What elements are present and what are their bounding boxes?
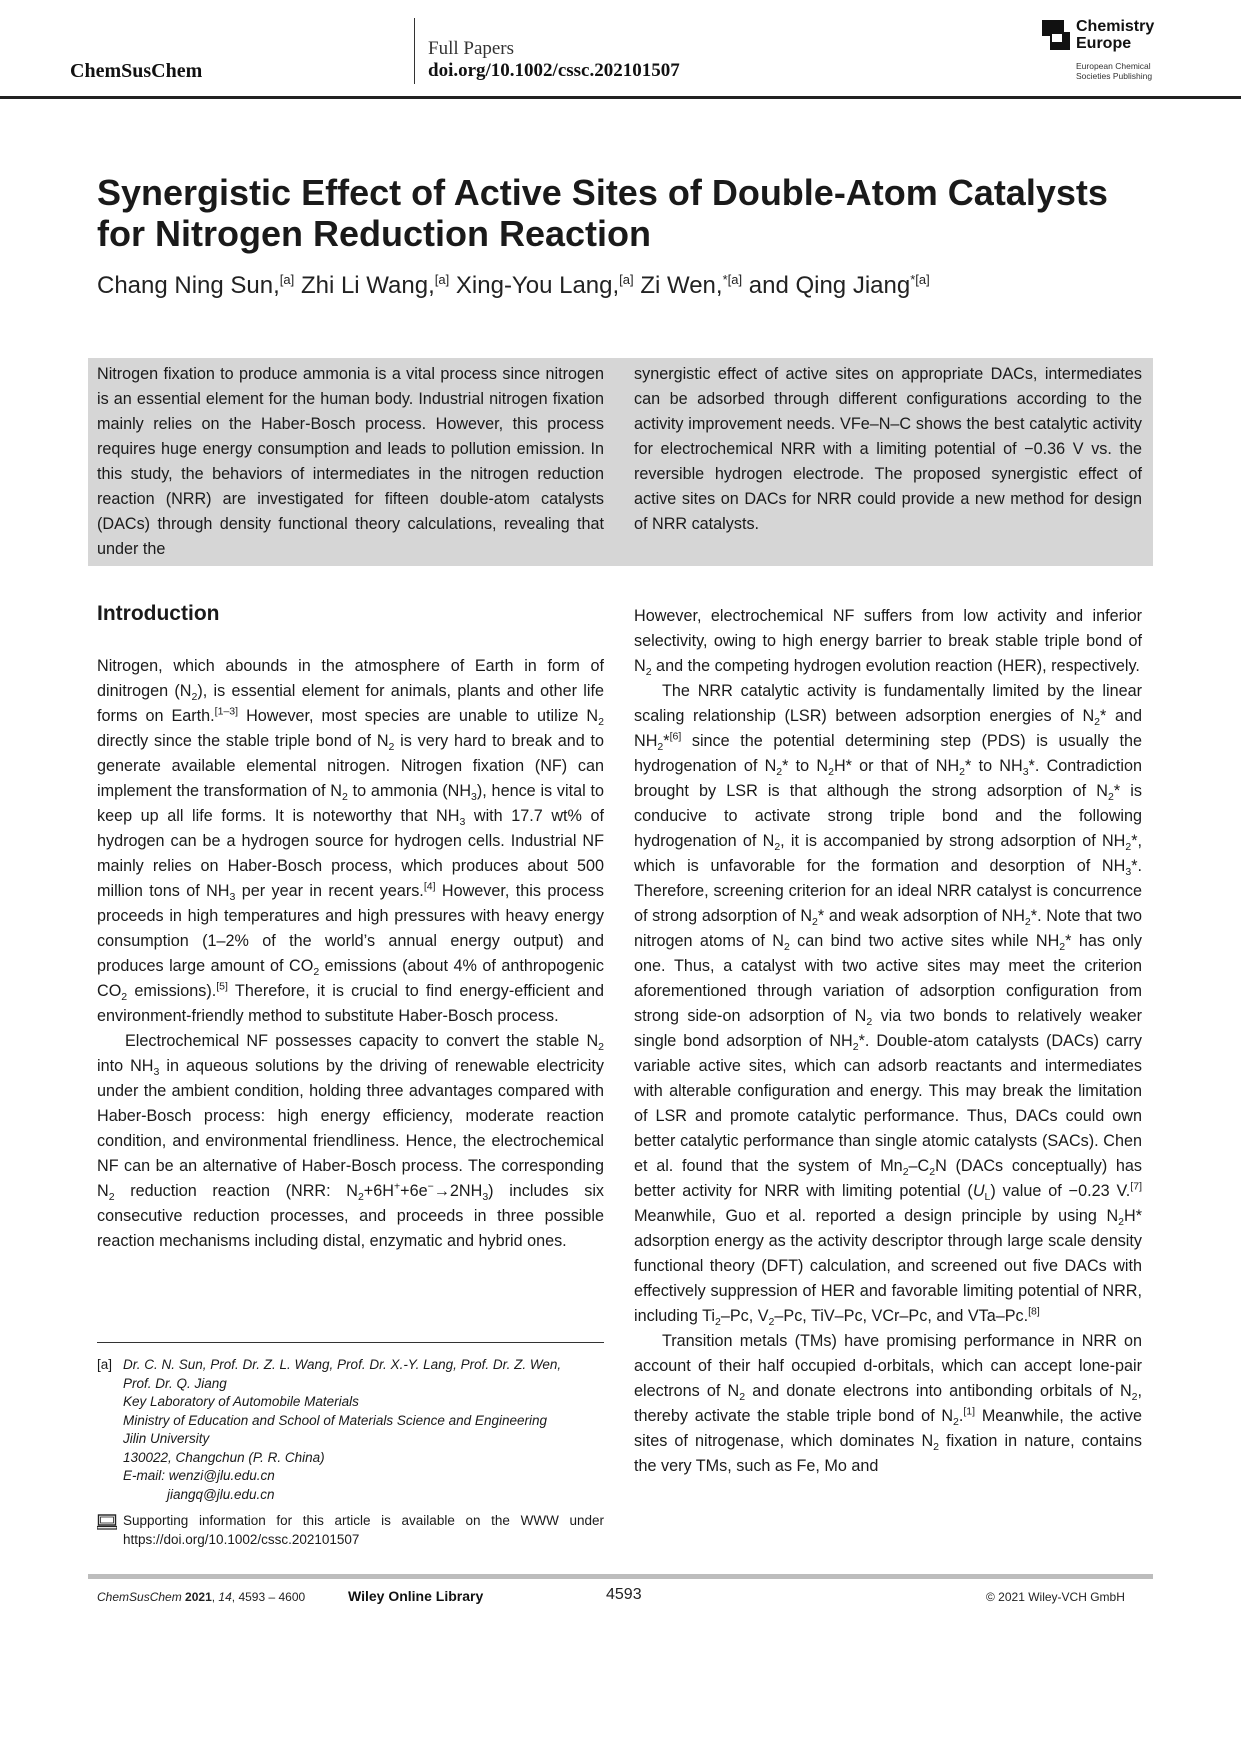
body-paragraph: However, electrochemical NF suffers from low activity and inferior selectivity, owing to high energy barrier to break stable triple bond of $N_2$ and the competing hydrogen evolution reaction (HER), respectively. bbox=[634, 607, 1142, 679]
body-left-column bbox=[97, 654, 604, 1254]
author-name[interactable]: and Qing Jiang bbox=[748, 272, 911, 299]
footer-year: 2021 bbox=[185, 1590, 212, 1604]
footer-journal: ChemSusChem bbox=[97, 1590, 182, 1604]
author-name[interactable]: Zhi Li Wang, bbox=[300, 272, 435, 299]
abstract-right-column: synergistic effect of active sites on appropriate DACs, intermediates can be adsorbed through different configurations according to the activity improvement needs. VFe–N–C shows the best catalytic activity for electrochemical NRR with a limiting potential of −0.36 V vs. the reversible hydrogen electrode. The proposed synergistic effect of active sites on DACs for NRR could provide a new method for design of NRR catalysts. bbox=[634, 365, 1142, 533]
logo-subtitle-line1: European Chemical bbox=[1076, 61, 1151, 71]
logo-title-line2: Europe bbox=[1076, 35, 1132, 52]
introduction-heading: Introduction bbox=[97, 602, 220, 625]
author-name[interactable]: Xing-You Lang, bbox=[455, 272, 620, 299]
affiliation-line: Dr. C. N. Sun, Prof. Dr. Z. L. Wang, Prof. Dr. X.-Y. Lang, Prof. Dr. Z. Wen, bbox=[123, 1357, 562, 1372]
affiliation-lines bbox=[123, 1356, 604, 1504]
section-label: Full Papers bbox=[428, 38, 515, 59]
footer-pages: , 4593 – 4600 bbox=[231, 1590, 306, 1604]
footnote-rule bbox=[97, 1342, 604, 1343]
affiliation-line: Ministry of Education and School of Materials Science and Engineering bbox=[123, 1412, 547, 1428]
footer-rule bbox=[88, 1574, 1153, 1579]
author-affiliation-mark: *[a] bbox=[722, 272, 743, 287]
doi-link[interactable]: doi.org/10.1002/cssc.202101507 bbox=[428, 60, 680, 81]
copyright: © 2021 Wiley-VCH GmbH bbox=[986, 1590, 1125, 1604]
body-paragraph: Electrochemical NF possesses capacity to convert the stable $N_2$ into $NH_3$ in aqueous solutions by the driving of renewable electricity under the ambient condition, holding three advantages compared with Haber-Bosch process: high energy efficiency, moderate reaction condition, and environmental friendliness. Hence, the electrochemical NF can be an alternative of Haber-Bosch process. The corresponding $N_2$ reduction reaction (NRR: $N_2+6H^++6e^-\to 2NH_3$) includes six consecutive reduction processes, and proceeds in three possible reaction mechanisms including distal, enzymatic and hybrid ones. bbox=[97, 1032, 605, 1250]
header-divider bbox=[414, 18, 415, 84]
article-title-line2: for Nitrogen Reduction Reaction bbox=[97, 213, 652, 254]
chemistry-europe-logo[interactable] bbox=[1042, 18, 1172, 84]
body-right-column bbox=[634, 604, 1142, 1479]
abstract-left-column: Nitrogen fixation to produce ammonia is a vital process since nitrogen is an essential element for the human body. Industrial nitrogen fixation mainly relies on the Haber-Bosch process. However, this process requires huge energy consumption and leads to pollution emission. In this study, the behaviors of intermediates in the nitrogen reduction reaction (NRR) are investigated for fifteen double-atom catalysts (DACs) through density functional theory calculations, revealing that under the bbox=[97, 365, 604, 558]
author-affiliation-mark: [a] bbox=[619, 272, 634, 287]
footer-citation: ChemSusChem 2021, 14, 4593 – 4600 bbox=[97, 1590, 306, 1604]
article-title bbox=[97, 172, 1157, 254]
affiliation-tag: [a] bbox=[97, 1357, 113, 1372]
affiliation-footnote bbox=[97, 1356, 604, 1504]
footer-volume: 14 bbox=[218, 1590, 232, 1604]
author-affiliation-mark: *[a] bbox=[910, 272, 930, 287]
affiliation-line: Key Laboratory of Automobile Materials bbox=[123, 1394, 359, 1409]
affiliation-line: Prof. Dr. Q. Jiang bbox=[123, 1375, 227, 1391]
body-paragraph: Nitrogen, which abounds in the atmosphere of Earth in form of dinitrogen $(N_2)$, is essential element for animals, plants and other life forms on Earth.[1–3] However, most species are unable to utilize $N_2$ directly since the stable triple bond of $N_2$ is very hard to break and to generate available elemental nitrogen. Nitrogen fixation (NF) can implement the transformation of $N_2$ to ammonia $(NH_3)$, hence is vital to keep up all life forms. It is noteworthy that $NH_3$ with 17.7 wt% of hydrogen can be a hydrogen source for hydrogen cells. Industrial NF mainly relies on Haber-Bosch process, which produces about 500 million tons of $NH_3$ per year in recent years.[4] However, this process proceeds in high temperatures and high pressures with heavy energy consumption (1–2% of the world’s annual energy output) and produces large amount of $CO_2$ emissions (about 4% of anthropogenic $CO_2$ emissions).[5] Therefore, it is crucial to find energy-efficient and environment-friendly method to substitute Haber-Bosch process. bbox=[97, 657, 605, 1025]
supporting-information-text[interactable]: Supporting information for this article is available on the WWW under https://doi.org/10.1002/cssc.202101507 bbox=[123, 1513, 604, 1547]
logo-subtitle-line2: Societies Publishing bbox=[1076, 71, 1153, 81]
affiliation-line: Jilin University bbox=[123, 1431, 210, 1446]
author-list bbox=[97, 272, 1157, 300]
journal-name: ChemSusChem bbox=[70, 60, 203, 82]
body-paragraph: Transition metals (TMs) have promising performance in NRR on account of their half occupied d-orbitals, which can accept lone-pair electrons of $N_2$ and donate electrons into antibonding orbitals of $N_2$, thereby activate the stable triple bond of $N_2.[1]$ Meanwhile, the active sites of nitrogenase, which dominates $N_2$ fixation in nature, contains the very TMs, such as Fe, Mo and bbox=[634, 1332, 1142, 1475]
body-paragraph: The NRR catalytic activity is fundamentally limited by the linear scaling relationship (LSR) between adsorption energies of $N_2*$ and $NH_2*[6]$ since the potential determining step (PDS) is usually the hydrogenation of $N_2*$ to $N_2H*$ or that of $NH_2*$ to $NH_3*$. Contradiction brought by LSR is that although the strong adsorption of $N_2*$ is conducive to activate strong triple bond and the following hydrogenation of $N_2$, it is accompanied by strong adsorption of $NH_2*$, which is unfavorable for the formation and desorption of $NH_3*$. Therefore, screening criterion for an ideal NRR catalyst is concurrence of strong adsorption of $N_2*$ and weak adsorption of $NH_2*$. Note that two nitrogen atoms of $N_2$ can bind two active sites while $NH_2*$ has only one. Thus, a catalyst with two active sites may meet the criterion aforementioned through variation of adsorption configuration from strong side-on adsorption of $N_2$ via two bonds to relatively weaker single bond adsorption of $NH_2*$. Double-atom catalysts (DACs) carry variable active sites, which can adsorb reactants and intermediates with alterable configuration and energy. This may break the limitation of LSR and promote catalytic performance. Thus, DACs could own better catalytic performance than single atomic catalysts (SACs). Chen et al. found that the system of $Mn_2-C_2N$ (DACs conceptually) has better activity for NRR with limiting potential $(U_L)$ value of −0.23 V.[7] Meanwhile, Guo et al. reported a design principle by using $N_2H*$ adsorption energy as the activity descriptor through large scale density functional theory (DFT) calculation, and screened out five DACs with effectively suppression of HER and favorable limiting potential of NRR, including $Ti_2-Pc$, $V_2-Pc$, TiV–Pc, VCr–Pc, and VTa–Pc.[8] bbox=[634, 682, 1143, 1329]
logo-subtitle bbox=[1076, 61, 1176, 81]
logo-title-line1: Chemistry bbox=[1076, 18, 1155, 35]
author-affiliation-mark: [a] bbox=[434, 272, 450, 287]
affiliation-email[interactable]: E-mail: wenzi@jlu.edu.cn bbox=[123, 1468, 275, 1483]
affiliation-line: 130022, Changchun (P. R. China) bbox=[123, 1449, 325, 1465]
logo-title bbox=[1076, 18, 1154, 52]
author-affiliation-mark: [a] bbox=[279, 272, 295, 287]
author-name[interactable]: Zi Wen, bbox=[640, 272, 723, 299]
header-rule bbox=[0, 96, 1241, 99]
page-number: 4593 bbox=[606, 1586, 642, 1603]
wiley-online-library-link[interactable]: Wiley Online Library bbox=[348, 1588, 484, 1604]
chemistry-europe-logo-icon bbox=[1042, 20, 1070, 50]
affiliation-email-2[interactable]: jiangq@jlu.edu.cn bbox=[167, 1486, 275, 1502]
computer-icon bbox=[97, 1514, 117, 1530]
article-title-line1: Synergistic Effect of Active Sites of Double-Atom Catalysts bbox=[97, 172, 1108, 213]
author-name[interactable]: Chang Ning Sun, bbox=[97, 272, 280, 299]
supporting-information bbox=[97, 1512, 604, 1552]
